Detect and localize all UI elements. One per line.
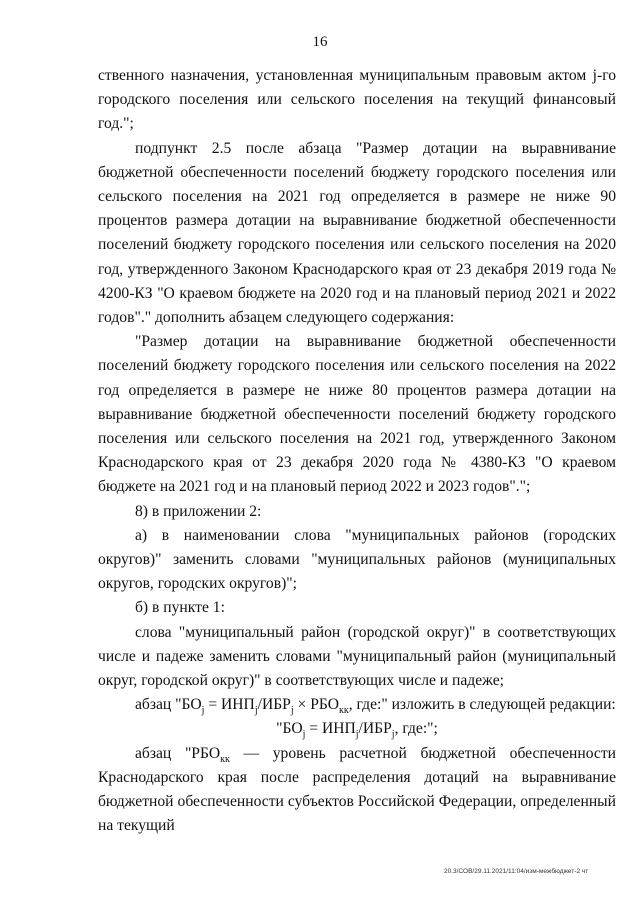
formula2-sub: j (302, 729, 306, 741)
footer-document-code: 20.3/СОВ/29.11.2021/11:04/изм-межбюджет-2 чт (444, 868, 589, 875)
formula1-lead: абзац "БО (135, 696, 202, 714)
formula2-inp: = ИНП (305, 720, 356, 738)
formula1-tail: , где:" изложить в следующей редакции: (348, 696, 616, 714)
formula-new-edition (98, 717, 616, 741)
formula1-sub: j (201, 705, 205, 717)
formula1-ibr: /ИБР (257, 696, 291, 714)
formula2-tail: , где:"; (394, 720, 438, 738)
formula3-lead: абзац "РБО (135, 744, 221, 762)
paragraph-formula-replace (98, 693, 616, 717)
paragraph-item-8: 8) в приложении 2: (135, 502, 262, 520)
page-number: 16 (312, 34, 328, 50)
formula1-rbo: × РБО (293, 696, 339, 714)
paragraph-continuation: ственного назначения, установленная муниципальным правовым актом j-го городского поселения или сельского поселения на текущий финансовый год."; (98, 67, 616, 133)
paragraph-words-replace: слова "муниципальный район (городской округ)" в соответствующих числе и падеже заменить словами "муниципальный район (муниципальный округ, городской округ)" в соответствующих числе и падеже; (98, 623, 616, 690)
formula1-sub-inp: j (254, 705, 258, 717)
formula1-sub-ibr: j (290, 705, 294, 717)
document-body (98, 64, 616, 839)
formula2-lead: "БО (276, 720, 303, 738)
paragraph-quote-2022: "Размер дотации на выравнивание бюджетной обеспеченности поселений бюджету городского поселения или сельского поселения на 2022 год определяется в размере не ниже 80 процентов размера дотации на выравнивание бюджетной обеспеченности поселений бюджету городского поселения или сельского поселения на 2021 год, утвержденного Законом Краснодарского края от 23 декабря 2020 года № 4380-КЗ "О краевом бюджете на 2021 год и на плановый период 2022 и 2023 годов"."; (98, 333, 616, 496)
paragraph-subpoint-2-5: подпункт 2.5 после абзаца "Размер дотации на выравнивание бюджетной обеспеченности поселений бюджету городского поселения или сельского поселения на 2021 год определяется в размере не ниже 90 процентов размера дотации на выравнивание бюджетной обеспеченности поселений бюджету городского поселения или сельского поселения на 2020 год, утвержденного Законом Краснодарского края от 23 декабря 2019 года № 4200-КЗ "О краевом бюджете на 2020 год и на плановый период 2021 и 2022 годов"." дополнить абзацем следующего содержания: (98, 139, 616, 327)
paragraph-item-a: а) в наименовании слова "муниципальных районов (городских округов)" заменить словами "муниципальных районов (муниципальных округов, городских округов)"; (98, 526, 616, 593)
paragraph-rbo-definition (98, 742, 616, 839)
paragraph-item-b: б) в пункте 1: (135, 599, 225, 617)
formula3-sub-kk: кк (220, 753, 230, 765)
formula2-sub-inp: j (355, 729, 359, 741)
formula1-sub-kk: кк (339, 705, 349, 717)
formula2-ibr: /ИБР (358, 720, 392, 738)
formula3-tail: — уровень расчетной бюджетной обеспеченности Краснодарского края после распределения дотаций на выравнивание бюджетной обеспеченности субъектов Российской Федерации, определенный на текущий (98, 744, 617, 835)
formula2-sub-ibr: j (391, 729, 395, 741)
formula1-inp: = ИНП (204, 696, 255, 714)
